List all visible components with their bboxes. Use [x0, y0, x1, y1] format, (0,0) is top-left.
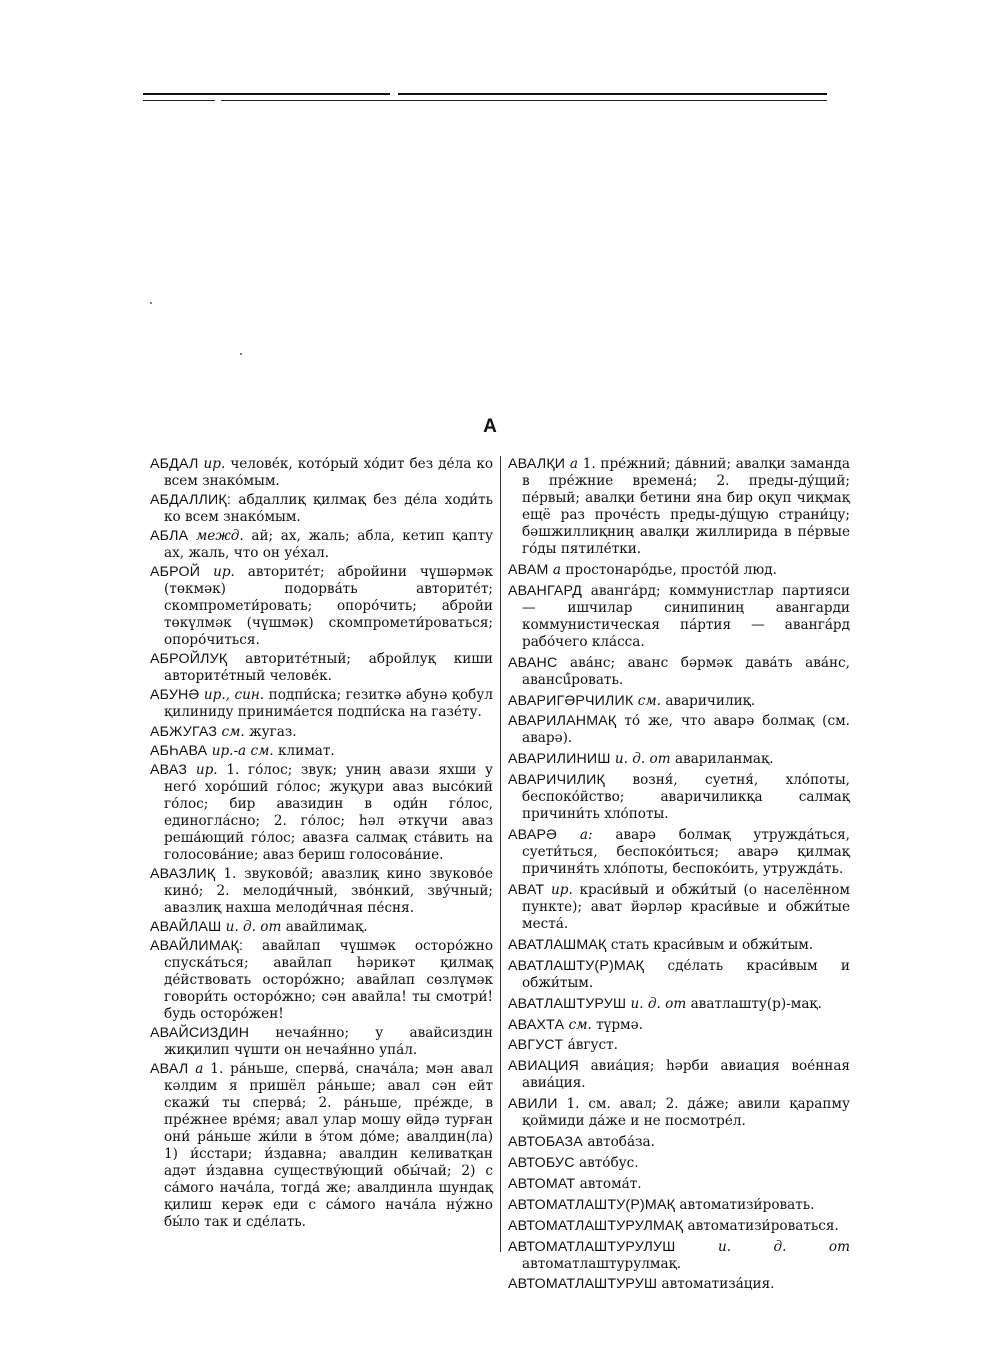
entry-definition: автома́т. [579, 1175, 642, 1192]
entry-headword: АБЖУГАЗ [150, 723, 218, 740]
entry-abbreviation: межд. [196, 528, 244, 545]
entry-headword: АБДАЛЛИҚ: [150, 492, 231, 509]
dictionary-entry [508, 882, 850, 933]
entry-definition: түрмә. [596, 1016, 643, 1033]
entry-headword: АВАМ [508, 561, 549, 578]
entry-headword: АВТОБУС [508, 1155, 575, 1172]
entry-abbreviation: и. д. от [614, 751, 671, 768]
entry-headword: АВАРИЧИЛИҚ [508, 772, 606, 789]
entry-definition: ай; ах, жаль; абла, кетип қапту ах, жаль, что он уе́хал. [164, 528, 494, 562]
entry-definition: жугаз. [249, 723, 297, 740]
entry-definition: климат. [278, 742, 335, 759]
entry-abbreviation: а [195, 1061, 204, 1078]
entry-headword: АБРОЙЛУҚ [150, 651, 228, 668]
header-rule-right [398, 93, 827, 95]
dictionary-entry [508, 1276, 850, 1293]
dictionary-entry [150, 492, 493, 526]
entry-headword: АВАЙЛИМАҚ: [150, 938, 244, 955]
entry-headword: АБДАЛ [150, 456, 199, 472]
dictionary-entry [508, 1155, 850, 1172]
entry-definition: нечая́нно; у авайсиздин жиқилип чүшти он нечая́нно упа́л. [164, 1025, 493, 1059]
entry-definition: 1. го́лос; звук; униң авази яхши у него́ хоро́ший го́лос; жуқури аваз высо́кий го́лос; бир авазидин в оди́н го́лос, единогла́сно; 2. го́лос; һәл әткүчи аваз реша́ющий го́лос; авазға салмақ ста́вить на голосова́ние; аваз бериш голосова́ние. [164, 761, 494, 863]
entry-headword: АВАЛ [150, 1061, 189, 1078]
entry-headword: АВАНГАРД [508, 582, 583, 599]
entry-headword: АВАЗЛИҚ [150, 865, 216, 882]
entry-definition: простонаро́дье, просто́й люд. [565, 561, 777, 578]
header-rule-left [143, 93, 390, 95]
dictionary-entry [508, 996, 850, 1013]
entry-definition: автоматлаштурулмақ. [522, 1255, 682, 1272]
entry-definition: возня́, суетня́, хло́поты, беспоко́йство; аваричиликқа салмақ причини́ть хло́поты. [522, 772, 850, 823]
entry-headword: АВТОМАТЛАШТУРУШ [508, 1276, 658, 1293]
entry-abbreviation: а [569, 456, 579, 472]
dictionary-entry [508, 1134, 850, 1151]
dictionary-entry [508, 751, 850, 768]
entry-headword: АБУНӘ [150, 687, 200, 704]
entry-definition: краси́вый и обжи́тый (о населённом пункте); ават йәрләр краси́вые и обжи́тые места́. [522, 882, 851, 933]
entry-headword: АВАТЛАШТУ(Р)МАҚ [508, 957, 645, 974]
entry-headword: АВАЙСИЗДИН [150, 1025, 250, 1042]
dictionary-entry [508, 937, 850, 954]
dictionary-entry [150, 938, 493, 1023]
header-rule-lower [221, 100, 827, 101]
entry-definition: подпи́ска; гезиткә абунә қобул қилиниду принима́ется подпи́ска на газе́ту. [164, 687, 493, 721]
entry-headword: АВАРИГӘРЧИЛИК [508, 692, 634, 709]
scan-speck [240, 353, 242, 355]
dictionary-entry [150, 762, 493, 864]
dictionary-entry [150, 866, 493, 917]
entry-abbreviation: и. д. от [225, 918, 282, 935]
entry-definition: авайлимақ. [285, 918, 368, 935]
entry-abbreviation: ир., син. [203, 687, 265, 704]
entry-headword: АВТОМАТ [508, 1175, 576, 1192]
scan-speck [150, 302, 152, 304]
dictionary-entry [508, 655, 850, 689]
dictionary-entry [508, 1239, 850, 1273]
dictionary-entry [508, 583, 850, 651]
dictionary-entry [508, 713, 850, 747]
dictionary-entry [150, 1025, 493, 1059]
dictionary-entry [150, 1061, 493, 1231]
right-column [508, 456, 850, 1297]
entry-abbreviation: а [552, 561, 561, 578]
entry-definition: аварә болмақ утружда́ться, суети́ться, беспоко́иться; аварә қилмақ причиня́ть хло́поты, беспоко́ить, утружда́ть. [522, 827, 851, 878]
dictionary-entry [508, 827, 850, 878]
entry-headword: АВИАЦИЯ [508, 1058, 579, 1075]
entry-headword: АВАРӘ [508, 827, 558, 844]
dictionary-entry [508, 1176, 850, 1193]
entry-abbreviation: и. д. от [717, 1238, 850, 1255]
entry-abbreviation: а: [579, 827, 593, 844]
entry-definition: автоматизи́роваться. [687, 1217, 839, 1234]
entry-headword: АВИЛИ [508, 1096, 558, 1113]
entry-headword: АВАЛҚИ [508, 456, 566, 472]
entry-definition: то́ же, что аварә болмақ (см. аварә). [522, 713, 850, 747]
entry-definition: 1. ра́ньше, сперва́, снача́ла; мән авал кәлдим я пришёл ра́ньше; авал сән ейт скажи́ ты сперва́; 2. ра́ньше, пре́жде, в пре́жнее вре́мя; авал улар мошу өйдә турған они́ ра́ньше жи́ли в э́том до́ме; авалдин(ла) 1) и́сстари; и́здавна; авалдин келиватқан адәт и́здавна существу́ющий обы́чай; 2) с са́мого нача́ла, тогда́ же; авалдинла шундақ қилиш керәк еди с са́мого нача́ла ну́жно бы́ло так и сде́лать. [164, 1061, 493, 1231]
entry-definition: абдаллиқ қилмақ без де́ла ходи́ть ко всем знако́мым. [164, 492, 493, 526]
entry-headword: АВАРИЛИНИШ [508, 751, 611, 768]
header-rule-short [143, 100, 215, 101]
entry-definition: автоматизи́ровать. [679, 1196, 815, 1213]
entry-headword: АВАТЛАШТУРУШ [508, 995, 627, 1012]
entry-headword: АВТОМАТЛАШТУРУЛУШ [508, 1238, 676, 1255]
dictionary-entry [150, 528, 493, 562]
entry-headword: АВАЙЛАШ [150, 918, 222, 935]
entry-headword: АВАРИЛАНМАҚ [508, 713, 617, 730]
entry-headword: АВАЗ [150, 761, 188, 778]
entry-abbreviation: см. [568, 1016, 592, 1033]
entry-definition: автоматиза́ция. [661, 1276, 775, 1293]
entry-definition: автоба́за. [587, 1134, 655, 1151]
dictionary-entry [508, 1218, 850, 1235]
dictionary-entry [508, 1197, 850, 1214]
dictionary-entry [508, 1017, 850, 1034]
entry-headword: АБҺАВА [150, 742, 208, 759]
entry-abbreviation: см. [221, 723, 245, 740]
entry-abbreviation: ир. [203, 456, 226, 472]
dictionary-entry [508, 1037, 850, 1054]
entry-abbreviation: см. [637, 692, 661, 709]
entry-headword: АБЛА [150, 528, 189, 545]
column-divider [500, 456, 501, 1252]
dictionary-entry [150, 724, 493, 741]
entry-definition: ава́нс; аванс бәрмәк дава́ть ава́нс, авансú́ровать. [522, 654, 850, 688]
entry-definition: авиа́ция; һәрби авиация вое́нная авиа́ция. [522, 1058, 851, 1092]
section-letter: А [483, 416, 497, 437]
entry-definition: стать краси́вым и обжи́тым. [610, 936, 814, 953]
entry-headword: АВАТЛАШМАҚ [508, 936, 607, 953]
dictionary-entry [150, 564, 493, 649]
dictionary-entry [150, 651, 493, 685]
entry-definition: сде́лать краси́вым и обжи́тым. [522, 957, 850, 991]
entry-headword: АВТОБАЗА [508, 1134, 583, 1151]
entry-headword: АВТОМАТЛАШТУ(Р)МАҚ [508, 1196, 676, 1213]
dictionary-entry [508, 958, 850, 992]
entry-definition: авторите́т; абройини чүшәрмәк (төкмәк) подорва́ть авторите́т; скомпромети́ровать; опоро́чить; абройи төкүлмәк (чүшмәк) скомпромети́роваться; опоро́читься. [164, 564, 493, 649]
entry-definition: аватлашту(р)-мақ. [690, 995, 822, 1012]
dictionary-entry [508, 456, 850, 558]
entry-definition: челове́к, кото́рый хо́дит без де́ла ко всем знако́мым. [164, 456, 494, 489]
dictionary-entry [150, 687, 493, 721]
entry-definition: 1. пре́жний; да́вний; авалқи заманда в пре́жние времена́; 2. преды-ду́щий; пе́рвый; авалқи бетини яна бир оқуп чиқмақ ещё раз проче́сть преды-ду́щую страни́цу; бәшжиллиқниң авалқи жиллирида в пе́рвые го́ды пятиле́тки. [522, 456, 850, 557]
entry-headword: АВАХТА [508, 1016, 565, 1033]
dictionary-entry [150, 743, 493, 760]
entry-definition: 1. см. авал; 2. да́же; авили қарапму қоймиди да́же и не посмотре́л. [522, 1096, 850, 1130]
entry-headword: АВАНС [508, 654, 558, 671]
entry-abbreviation: и. д. от [630, 995, 687, 1012]
entry-headword: АВГУСТ [508, 1037, 564, 1054]
dictionary-entry [508, 562, 850, 579]
dictionary-entry [150, 456, 493, 490]
dictionary-entry [508, 693, 850, 710]
entry-abbreviation: ир. [195, 761, 218, 778]
entry-definition: аваричилиқ. [665, 692, 756, 709]
entry-abbreviation: ир. [213, 564, 235, 581]
entry-definition: 1. звуково́й; авазлиқ кино звуково́е кино́; 2. мелоди́чный, зво́нкий, зву́чный; авазлиқ нахша мелоди́чная пе́сня. [164, 865, 493, 916]
entry-definition: авто́бус. [579, 1155, 639, 1172]
entry-definition: а́вгуст. [567, 1037, 618, 1054]
dictionary-entry [508, 772, 850, 823]
entry-headword: АВАТ [508, 882, 545, 899]
entry-definition: аванга́рд; коммунистлар партияси — ишчилар синипиниң авангарди коммунистическая па́ртия — аванга́рд рабо́чего кла́сса. [522, 582, 850, 650]
dictionary-entry [508, 1058, 850, 1092]
entry-abbreviation: ир.-а см. [211, 742, 274, 759]
entry-definition: авайлап чүшмәк осторо́жно спуска́ться; авайлап һәрикәт қилмақ де́йствовать осторо́жно; авайлап сөзлүмәк говори́ть осторо́жно; сән авайла! ты смотри́! будь осторо́жен! [164, 938, 494, 1023]
entry-headword: АБРОЙ [150, 564, 201, 581]
entry-headword: АВТОМАТЛАШТУРУЛМАҚ [508, 1217, 684, 1234]
entry-definition: авариланмақ. [674, 751, 774, 768]
left-column [150, 456, 493, 1233]
dictionary-entry [150, 919, 493, 936]
entry-definition: авторите́тный; абройлуқ киши авторите́тный челове́к. [164, 651, 493, 685]
entry-abbreviation: ир. [550, 882, 573, 899]
dictionary-entry [508, 1096, 850, 1130]
